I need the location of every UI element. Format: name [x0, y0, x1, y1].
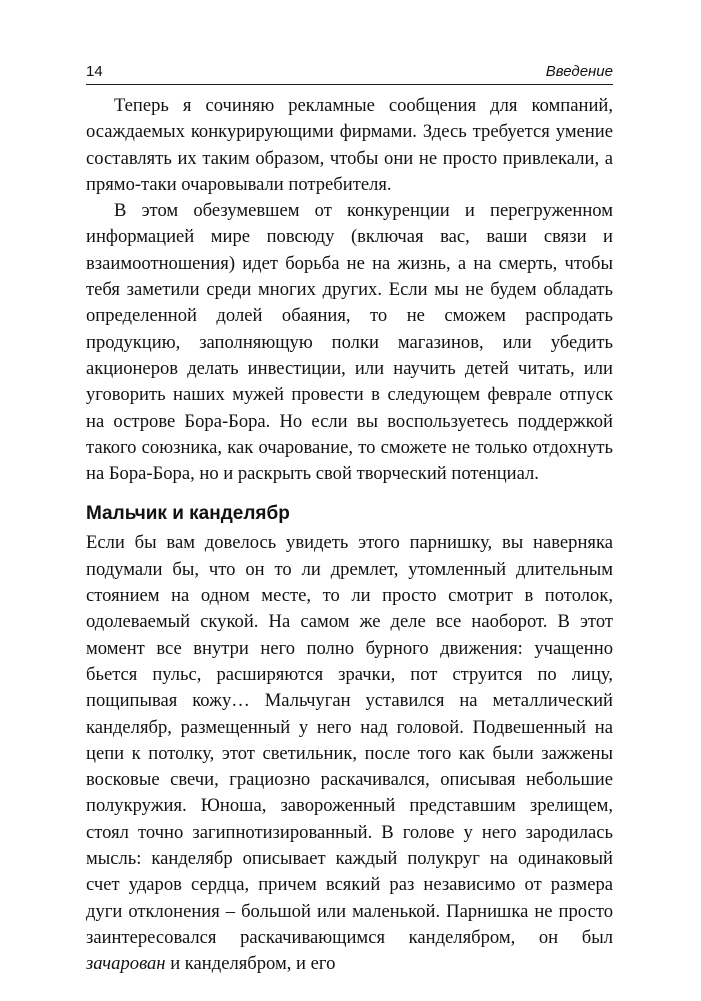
paragraph-boy-and-chandelier — [86, 530, 613, 977]
book-page — [86, 60, 613, 978]
paragraph-competition: В этом обезумевшем от конкуренции и перегруженном информацией мире повсюду (включая вас, ваши связи и взаимоотношения) идет борьба не на жизнь, а на смерть, чтобы тебя заметили среди многих других. Если мы не будем обладать определенной долей обаяния, то не сможем распродать продукцию, заполняющую полки магазинов, или убедить акционеров делать инвестиции, или научить детей читать, или уговорить наших мужей провести в следующем феврале отпуск на острове Бора-Бора. Но если вы воспользуетесь поддержкой такого союзника, как очарование, то сможете не только отдохнуть на Бора-Бора, но и раскрыть свой творческий потенциал. — [86, 200, 613, 485]
story-text-end: и канделябром, и его — [165, 953, 336, 975]
running-header — [86, 60, 613, 85]
subheading: Мальчик и канделябр — [86, 503, 290, 525]
body-text — [86, 93, 613, 978]
paragraph-copywriting: Теперь я сочиняю рекламные сообщения для компаний, осаждаемых конкурирующими фирмами. Здесь требуется умение составлять их таким образом, чтобы они не просто привлекали, а прямо-таки очаровывали потребителя. — [86, 95, 613, 195]
story-emphasis: зачарован — [86, 953, 166, 975]
page-number: 14 — [86, 63, 103, 80]
section-title: Введение — [545, 63, 613, 80]
story-text: Если бы вам довелось увидеть этого парнишку, вы наверняка подумали бы, что он то ли дремлет, утомленный длительным стоянием на одном месте, то ли просто смотрит в потолок, одолеваемый скукой. На самом же деле все наоборот. В этот момент все внутри него полно бурного движения: учащенно бьется пульс, расширяются зрачки, пот струится по лицу, пощипывая кожу… Мальчуган уставился на металлический канделябр, размещенный у него над головой. Подвешенный на цепи к потолку, этот светильник, после того как были зажжены восковые свечи, грациозно раскачивался, описывая небольшие полукружия. Юноша, завороженный представшим зрелищем, стоял точно загипнотизированный. В голове у него зародилась мысль: канделябр описывает каждый полукруг на одинаковый счет ударов сердца, причем всякий раз независимо от размера дуги отклонения – большой или маленькой. Парнишка не просто заинтересовался раскачивающимся канделябром, он был — [86, 532, 613, 948]
